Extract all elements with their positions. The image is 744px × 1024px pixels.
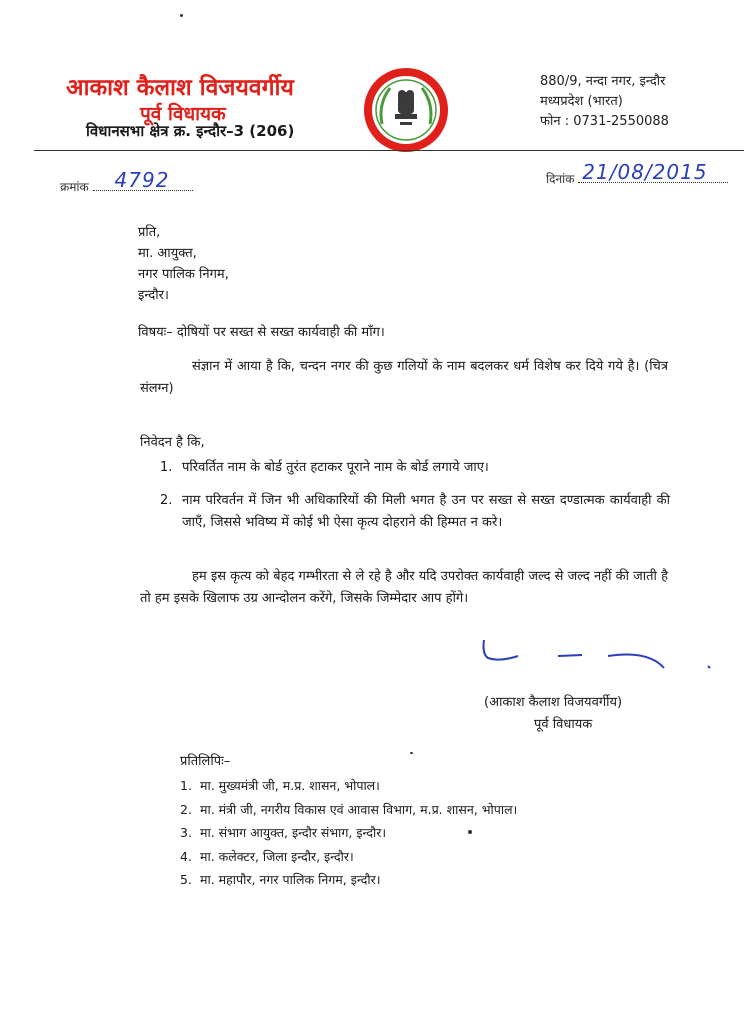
reference-date [546, 160, 728, 187]
copy-item [180, 868, 517, 892]
phone-line: फोन : 0731-2550088 [540, 114, 669, 129]
kramank-value: 4792 [114, 168, 170, 192]
request-number: 2. [160, 493, 173, 508]
copy-item [180, 821, 517, 845]
scan-speck [410, 752, 413, 754]
letterhead-designation: पूर्व विधायक [140, 103, 226, 125]
copies-list [180, 774, 517, 892]
request-number: 1. [160, 460, 173, 475]
copy-item [180, 774, 517, 798]
recipient-line: इन्दौर। [138, 288, 169, 303]
subject-line: विषयः– दोषियों पर सख्त से सख्त कार्यवाही की माँग। [138, 325, 385, 340]
copy-text: मा. कलेक्टर, जिला इन्दौर, इन्दौर। [200, 848, 354, 864]
letterhead-constituency: विधानसभा क्षेत्र क्र. इन्दौर–3 (206) [86, 122, 295, 140]
copy-item [180, 845, 517, 869]
copy-text: मा. संभाग आयुक्त, इन्दौर संभाग, इन्दौर। [200, 825, 387, 841]
letterhead-address [540, 72, 669, 132]
kramank-label: क्रमांक [60, 180, 89, 194]
request-text: परिवर्तित नाम के बोर्ड तुरंत हटाकर पूराने नाम के बोर्ड लगाये जाए। [182, 460, 489, 475]
copy-number: 2. [180, 801, 192, 817]
recipient-line: नगर पालिक निगम, [138, 267, 229, 282]
copy-text: मा. मंत्री जी, नगरीय विकास एवं आवास विभाग, म.प्र. शासन, भोपाल। [200, 801, 518, 817]
copy-text: मा. महापौर, नगर पालिक निगम, इन्दौर। [200, 872, 381, 888]
copies-heading: प्रतिलिपिः– [180, 754, 231, 769]
dinank-label: दिनांक [546, 172, 575, 186]
request-text: नाम परिवर्तन में जिन भी अधिकारियों की मिली भगत है उन पर सख्त से सख्त दण्डात्मक कार्यवाही की जाऍं, जिससे भविष्य में कोई भी ऐसा कृत्य दोहराने की हिम्मत न करे। [182, 493, 670, 530]
request-item [160, 457, 670, 479]
emblem-seal-icon [360, 64, 452, 156]
copy-text: मा. मुख्यमंत्री जी, म.प्र. शासन, भोपाल। [200, 778, 380, 793]
recipient-line: मा. आयुक्त, [138, 246, 197, 261]
recipient-block [138, 222, 229, 306]
address-line: 880/9, नन्दा नगर, इन्दौर [540, 74, 666, 89]
copy-number: 3. [180, 825, 192, 841]
dinank-value: 21/08/2015 [582, 160, 708, 184]
request-item [160, 490, 670, 534]
header-divider [34, 150, 744, 151]
reference-number [60, 168, 193, 195]
scan-speck [180, 14, 183, 17]
handwritten-signature [478, 636, 718, 676]
body-paragraph: हम इस कृत्य को बेहद गम्भीरता से ले रहे है और यदि उपरोक्त कार्यवाही जल्द से जल्द नहीं की जाती है तो हम इसके खिलाफ उग्र आन्दोलन करेंगे, जिसके जिम्मेदार आप होंगे। [140, 569, 668, 606]
copy-item [180, 798, 517, 822]
letterhead-name: आकाश कैलाश विजयवर्गीय [66, 75, 294, 101]
copy-number: 5. [180, 872, 192, 888]
signatory-name: (आकाश कैलाश विजयवर्गीय) [484, 695, 623, 710]
copy-number: 4. [180, 848, 192, 864]
copy-number: 1. [180, 778, 192, 793]
body-paragraph: संज्ञान में आया है कि, चन्दन नगर की कुछ गलियों के नाम बदलकर धर्म विशेष कर दिये गये है। (चित्र संलग्न) [140, 359, 668, 396]
request-intro: निवेदन है कि, [140, 435, 205, 450]
signatory-designation: पूर्व विधायक [534, 717, 593, 732]
address-line: मध्यप्रदेश (भारत) [540, 94, 623, 109]
recipient-line: प्रति, [138, 225, 161, 240]
